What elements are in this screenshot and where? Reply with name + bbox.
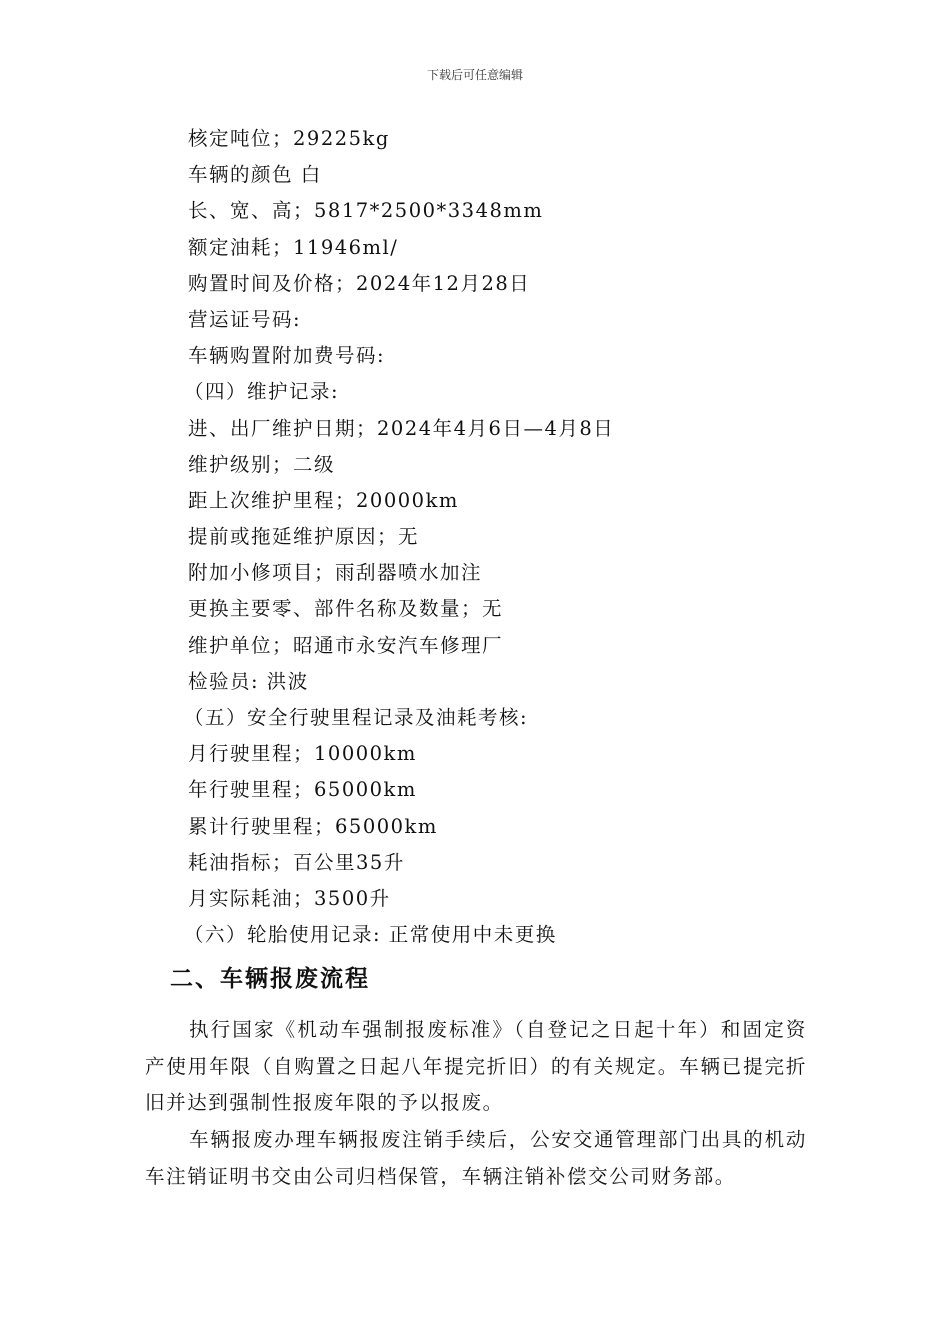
- record-line-fuel-rating: 额定油耗；11946ml/: [188, 235, 399, 259]
- record-line-maintenance-dates: 进、出厂维护日期；2024年4月6日—4月8日: [188, 416, 615, 440]
- record-line-fuel-index: 耗油指标；百公里35升: [188, 850, 405, 874]
- maintenance-title: （四）维护记录:: [184, 380, 340, 404]
- paragraph-scrap-standard: 执行国家《机动车强制报废标准》（自登记之日起十年）和固定资产使用年限（自购置之日起八年提完折旧）的有关规定。车辆已提完折旧并达到强制性报废年限的予以报废。: [145, 1018, 807, 1114]
- record-line-inspector: 检验员: 洪波: [188, 669, 309, 693]
- section-heading-scrap-process: 二、车辆报废流程: [170, 966, 370, 992]
- record-line-maintenance-unit: 维护单位；昭通市永安汽车修理厂: [188, 633, 504, 657]
- record-line-surcharge-number: 车辆购置附加费号码:: [188, 344, 386, 368]
- record-line-mileage-since: 距上次维护里程；20000km: [188, 488, 459, 512]
- vehicle-record-list: [184, 121, 828, 953]
- mileage-title: （五）安全行驶里程记录及油耗考核:: [184, 706, 529, 729]
- record-line-permit-number: 营运证号码:: [188, 307, 302, 331]
- record-line-color: 车辆的颜色 白: [188, 163, 322, 187]
- page-header-note: 下载后可任意编辑: [426, 68, 523, 82]
- record-line-monthly-fuel: 月实际耗油；3500升: [188, 886, 391, 910]
- record-line-purchase: 购置时间及价格；2024年12月28日: [188, 271, 531, 295]
- record-line-maintenance-level: 维护级别；二级: [188, 452, 336, 476]
- record-line-minor-repair: 附加小修项目；雨刮器喷水加注: [188, 561, 483, 585]
- record-line-monthly-mileage: 月行驶里程；10000km: [188, 742, 417, 766]
- record-line-delay-reason: 提前或拖延维护原因；无: [188, 525, 420, 549]
- record-line-dimensions: 长、宽、高；5817*2500*3348mm: [188, 199, 544, 223]
- tires-title: （六）轮胎使用记录: 正常使用中未更换: [184, 923, 557, 947]
- record-line-parts-replaced: 更换主要零、部件名称及数量；无: [188, 597, 504, 621]
- record-line-annual-mileage: 年行驶里程；65000km: [188, 778, 417, 802]
- paragraph-scrap-procedure: 车辆报废办理车辆报废注销手续后，公安交通管理部门出具的机动车注销证明书交由公司归档保管，车辆注销补偿交公司财务部。: [145, 1128, 807, 1188]
- record-line-total-mileage: 累计行驶里程；65000km: [188, 814, 438, 838]
- record-line-tonnage: 核定吨位；29225kg: [188, 127, 390, 150]
